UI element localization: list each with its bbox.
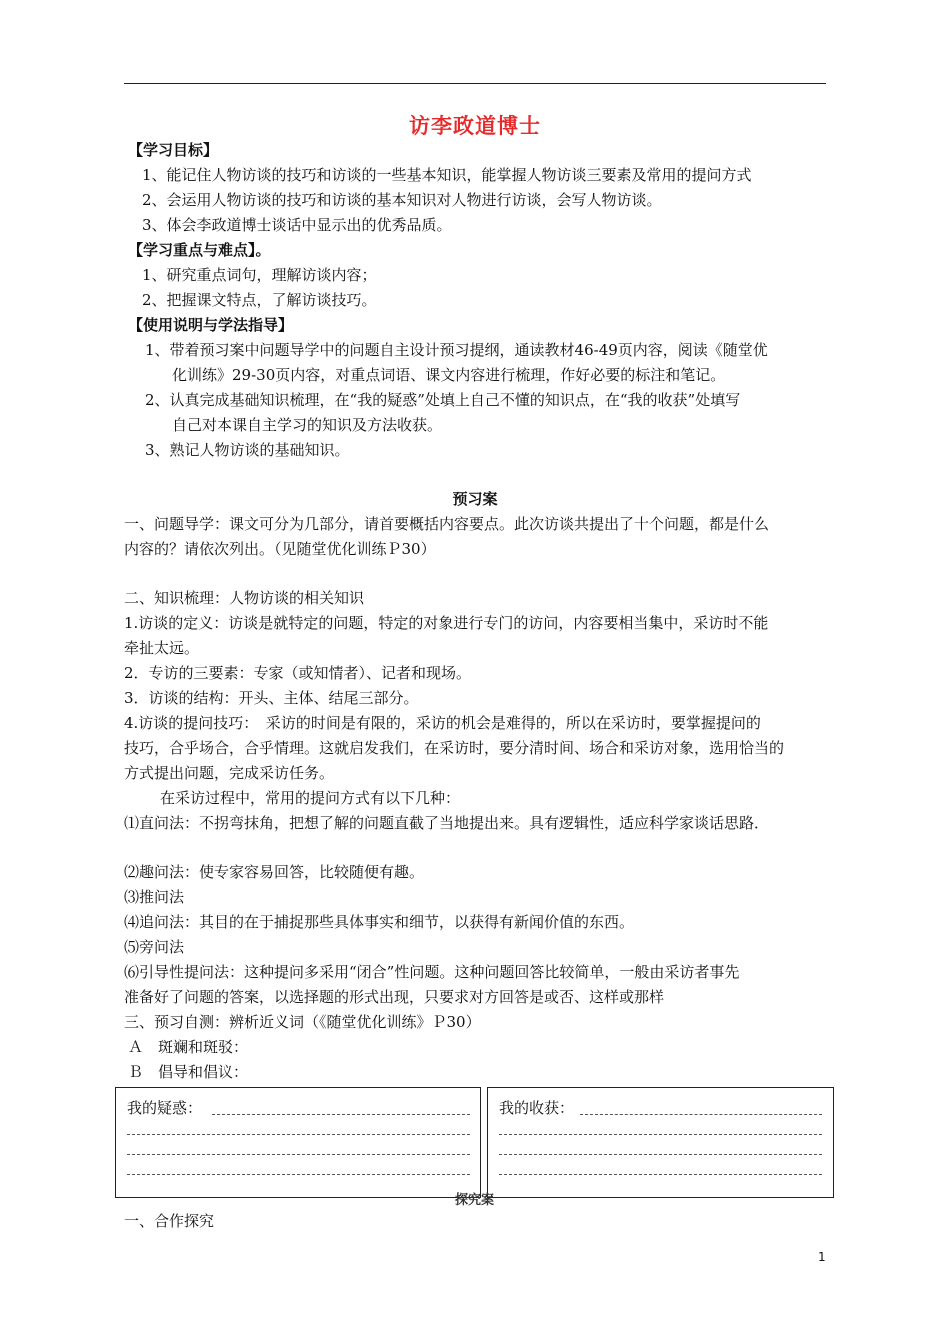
- answer-line[interactable]: [127, 1134, 470, 1135]
- page-number: 1: [818, 1250, 826, 1264]
- guide-item: 化训练》29-30页内容，对重点词语、课文内容进行梳理，作好必要的标注和笔记。: [172, 366, 726, 384]
- method-item: ⑶推问法: [124, 888, 185, 906]
- page-title: 访李政道博士: [409, 113, 541, 138]
- header-rule: [124, 83, 826, 84]
- guide-item: 3、熟记人物访谈的基础知识。: [145, 441, 350, 459]
- knowledge-item: 3．访谈的结构：开头、主体、结尾三部分。: [124, 689, 419, 707]
- question-guide-cont: 内容的？请依次列出。（见随堂优化训练Ｐ30）: [124, 540, 436, 558]
- goal-item: 3、体会李政道博士谈话中显示出的优秀品质。: [142, 216, 452, 234]
- method-item: ⑷追问法：其目的在于捕捉那些具体事实和细节，以获得有新闻价值的东西。: [124, 913, 635, 931]
- guide-item: 1、带着预习案中问题导学中的问题自主设计预习提纲，通读教材46-49页内容，阅读《随堂优: [145, 341, 768, 359]
- methods-intro: 在采访过程中，常用的提问方式有以下几种：: [160, 789, 461, 807]
- doubt-box[interactable]: [115, 1087, 481, 1198]
- explore-item: 一、合作探究: [124, 1212, 215, 1230]
- knowledge-item: 方式提出问题，完成采访任务。: [124, 764, 335, 782]
- guide-item: 自己对本课自主学习的知识及方法收获。: [172, 416, 443, 434]
- knowledge-heading: 二、知识梳理：人物访谈的相关知识: [124, 589, 365, 607]
- answer-line[interactable]: [127, 1174, 470, 1175]
- knowledge-item: 4.访谈的提问技巧： 采访的时间是有限的，采访的机会是难得的，所以在采访时，要掌握提问的: [124, 714, 761, 732]
- method-item: ⑴直问法：不拐弯抹角，把想了解的问题直截了当地提出来。具有逻辑性，适应科学家谈话思路．: [124, 814, 770, 832]
- answer-line[interactable]: [127, 1154, 470, 1155]
- question-guide: 一、问题导学：课文可分为几部分，请首要概括内容要点。此次访谈共提出了十个问题，都是什么: [124, 515, 770, 533]
- option-b: Ｂ 倡导和倡议：: [128, 1063, 249, 1081]
- guide-heading: 【使用说明与学法指导】: [128, 316, 294, 334]
- preview-heading: 预习案: [452, 490, 498, 508]
- focus-item: 2、把握课文特点，了解访谈技巧。: [142, 291, 377, 309]
- method-item: ⑹引导性提问法：这种提问多采用“闭合”性问题。这种问题回答比较简单，一般由采访者事先: [124, 963, 740, 981]
- knowledge-item: 牵扯太远。: [124, 639, 200, 657]
- knowledge-item: 2．专访的三要素：专家（或知情者）、记者和现场。: [124, 664, 472, 682]
- goal-item: 1、能记住人物访谈的技巧和访谈的一些基本知识，能掌握人物访谈三要素及常用的提问方式: [142, 166, 752, 184]
- explore-heading-partial: 探究案: [455, 1193, 495, 1208]
- method-item: ⑸旁问法: [124, 938, 185, 956]
- answer-line[interactable]: [212, 1114, 470, 1115]
- focus-heading: 【学习重点与难点】。: [128, 241, 271, 259]
- self-test-heading: 三、预习自测：辨析近义词（《随堂优化训练》Ｐ30）: [124, 1013, 481, 1031]
- goals-heading: 【学习目标】: [128, 141, 219, 159]
- method-item: 准备好了问题的答案，以选择题的形式出现，只要求对方回答是或否、这样或那样: [124, 988, 665, 1006]
- method-item: ⑵趣问法：使专家容易回答，比较随便有趣。: [124, 863, 425, 881]
- answer-line[interactable]: [499, 1154, 822, 1155]
- knowledge-item: 技巧，合乎场合，合乎情理。这就启发我们，在采访时，要分清时间、场合和采访对象，选用恰当的: [124, 739, 785, 757]
- gain-box[interactable]: [487, 1087, 834, 1198]
- focus-item: 1、研究重点词句，理解访谈内容；: [142, 266, 377, 284]
- option-a: Ａ 斑斓和斑驳：: [128, 1038, 249, 1056]
- answer-line[interactable]: [580, 1114, 822, 1115]
- doubt-label: 我的疑惑：: [127, 1099, 203, 1117]
- answer-line[interactable]: [499, 1134, 822, 1135]
- guide-item: 2、认真完成基础知识梳理，在“我的疑惑”处填上自己不懂的知识点，在“我的收获”处填写: [145, 391, 741, 409]
- gain-label: 我的收获：: [499, 1099, 575, 1117]
- answer-line[interactable]: [499, 1174, 822, 1175]
- goal-item: 2、会运用人物访谈的技巧和访谈的基本知识对人物进行访谈，会写人物访谈。: [142, 191, 662, 209]
- knowledge-item: 1.访谈的定义：访谈是就特定的问题，特定的对象进行专门的访问，内容要相当集中，采访时不能: [124, 614, 769, 632]
